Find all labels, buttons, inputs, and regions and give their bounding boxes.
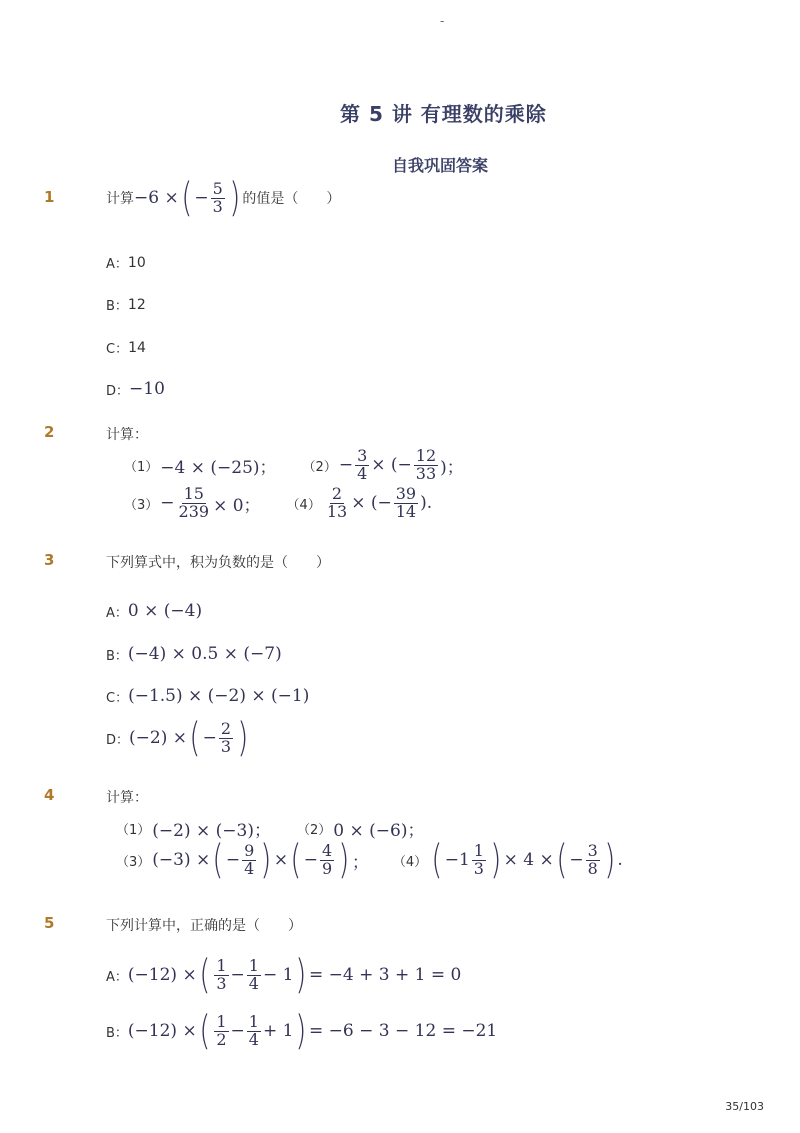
question-1-stem	[106, 175, 341, 221]
question-number: 1	[44, 188, 55, 206]
option-d: D： (−2) × ( − $\frac{2}{3}$ )	[106, 715, 249, 761]
option-a: A： 0 × (−4)	[106, 601, 203, 621]
right-paren: )	[229, 175, 241, 221]
top-marker: -	[440, 14, 445, 28]
page-number: 35/103	[725, 1100, 764, 1113]
question-number: 5	[44, 914, 55, 932]
fraction: $\frac{5}{3}$	[212, 178, 223, 216]
question-text: 计算：	[106, 427, 148, 443]
option-c: C： (−1.5) × (−2) × (−1)	[106, 686, 310, 706]
section-title: 自我巩固答案	[392, 156, 489, 175]
question-text: 的值是（ ）	[242, 191, 341, 207]
minus-sign: −	[194, 188, 209, 208]
option-b: B： (−4) × 0.5 × (−7)	[106, 644, 282, 664]
question-text: 下列算式中，积为负数的是（ ）	[106, 555, 330, 571]
question-text: 计算	[106, 191, 134, 207]
question-2-line-1: （1） −4 × (−25)； （2） − $\frac{3}{4}$ × (− $\frac{12}{33}$ )；	[124, 446, 464, 483]
option-b: B： 12	[106, 296, 146, 314]
left-paren: (	[181, 175, 192, 221]
option-c: C： 14	[106, 339, 146, 357]
question-number: 2	[44, 423, 55, 441]
option-b: B： (−12) × ( $\frac{1}{2}$ − $\frac{1}{4}$ + 1 ) = −6 − 3 − 12 = −21	[106, 1008, 498, 1054]
question-4-line-2: （3） (−3) × ( − $\frac{9}{4}$ ) × ( − $\frac{4}{9}$ ) ； （4） ( −1 $\frac{1}{3}$ ) × 4 × ( − $\frac{3}{8}$ ) .	[116, 837, 623, 883]
question-2-line-2: （3） − $\frac{15}{239}$ × 0； （4） $\frac{2}{13}$ × (− $\frac{39}{14}$ ).	[124, 484, 433, 521]
question-text: 下列计算中，正确的是（ ）	[106, 918, 302, 934]
option-d: D： −10	[106, 379, 165, 399]
question-number: 4	[44, 786, 55, 804]
question-number: 3	[44, 551, 55, 569]
lecture-title: 第 5 讲 有理数的乘除	[340, 102, 547, 126]
option-a: A： 10	[106, 254, 146, 272]
math-expr: −6 ×	[134, 188, 179, 208]
question-text: 计算：	[106, 790, 148, 806]
question-4-line-1: （1） (−2) × (−3)； （2） 0 × (−6)；	[116, 821, 425, 841]
option-a: A： (−12) × ( $\frac{1}{3}$ − $\frac{1}{4}$ − 1 ) = −4 + 3 + 1 = 0	[106, 952, 462, 998]
